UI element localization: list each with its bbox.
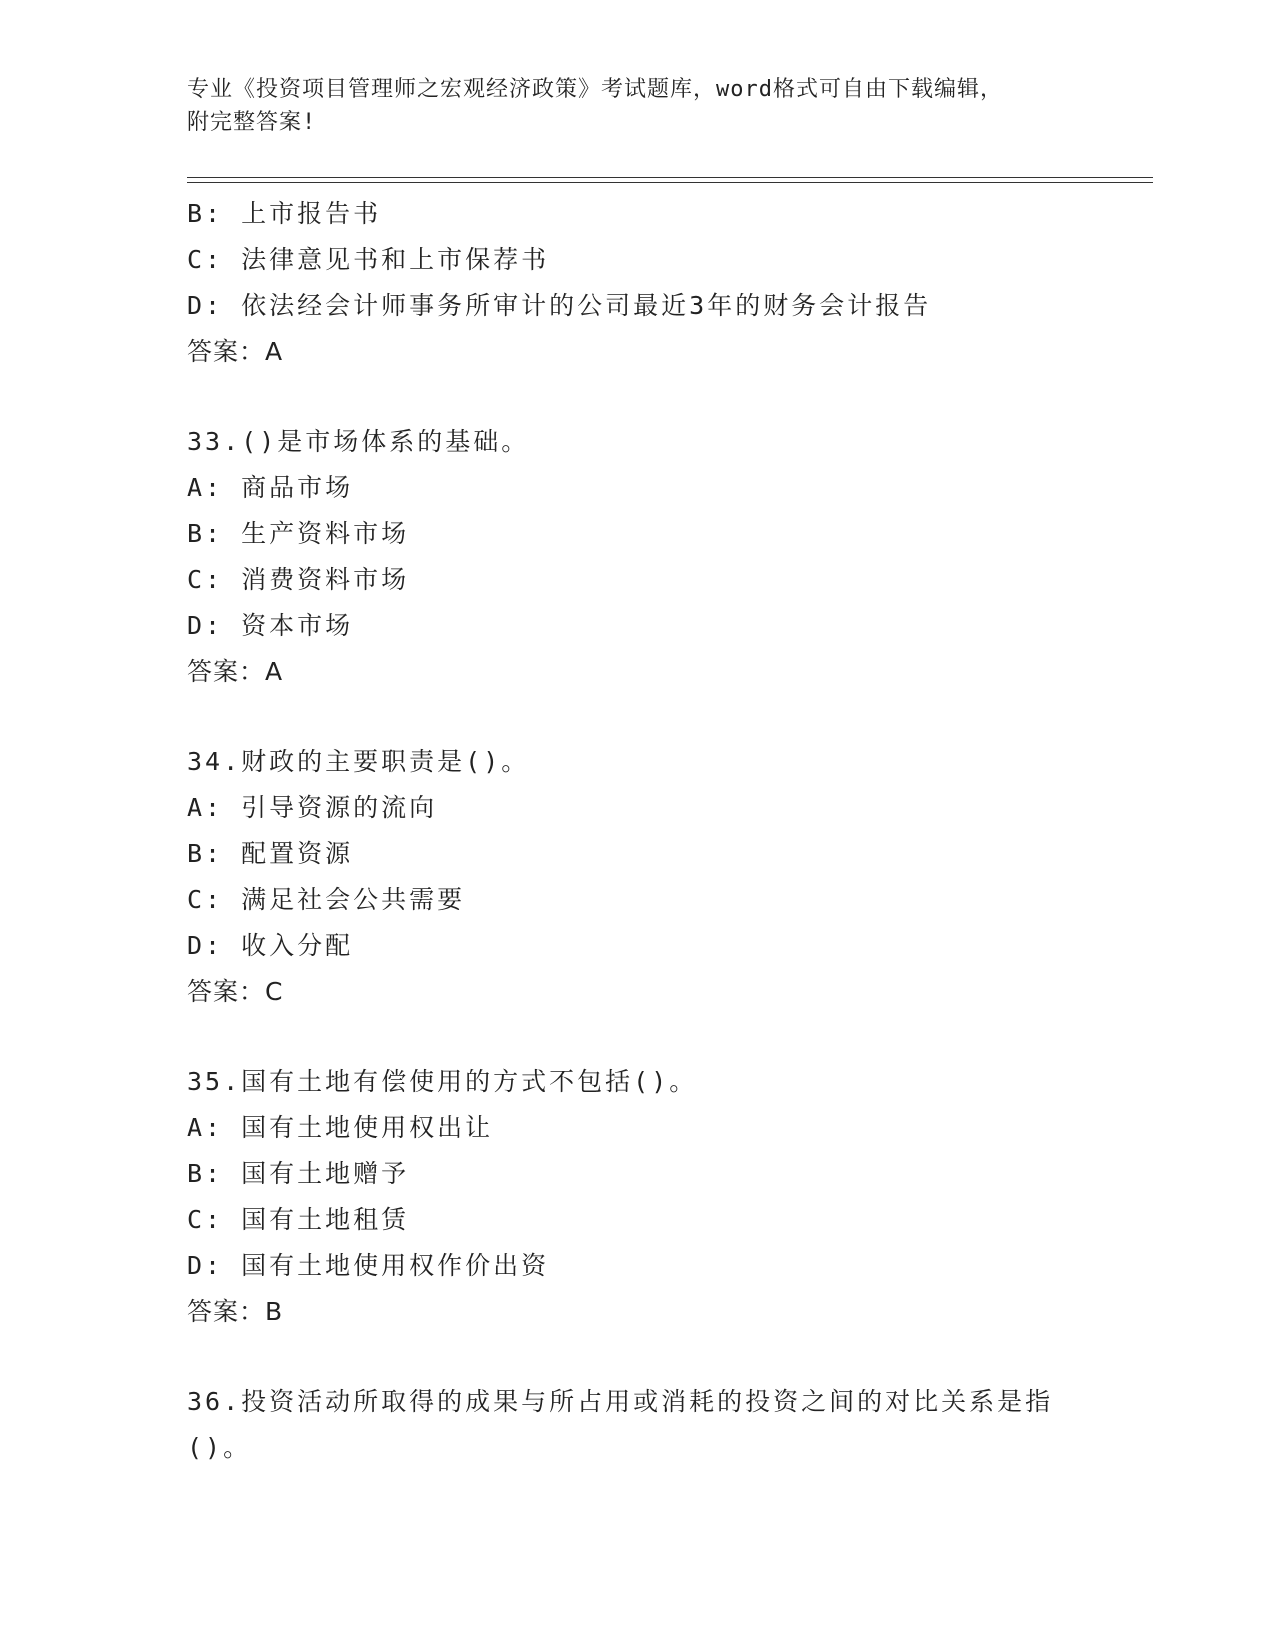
answer: 答案：B — [187, 1297, 284, 1326]
question-list — [187, 191, 1087, 1471]
option-a: A: 商品市场 — [187, 473, 354, 502]
question-stem-line-1: 36.投资活动所取得的成果与所占用或消耗的投资之间的对比关系是指 — [187, 1387, 1054, 1416]
answer: 答案：C — [187, 977, 284, 1006]
question-stem: 34.财政的主要职责是()。 — [187, 747, 530, 776]
option-b: B: 国有土地赠予 — [187, 1159, 410, 1188]
spacer — [187, 695, 1087, 739]
question-33 — [187, 419, 1087, 695]
option-d: D: 资本市场 — [187, 611, 354, 640]
option-b: B: 配置资源 — [187, 839, 354, 868]
option-a: A: 国有土地使用权出让 — [187, 1113, 494, 1142]
header-rule-bottom — [187, 182, 1153, 183]
question-stem: 35.国有土地有偿使用的方式不包括()。 — [187, 1067, 698, 1096]
spacer — [187, 1335, 1087, 1379]
question-stem-line-2: ()。 — [187, 1433, 252, 1462]
answer: 答案：A — [187, 657, 284, 686]
option-b: B: 生产资料市场 — [187, 519, 410, 548]
spacer — [187, 1015, 1087, 1059]
question-32 — [187, 191, 1087, 375]
option-d: D: 依法经会计师事务所审计的公司最近3年的财务会计报告 — [187, 291, 932, 320]
option-c: C: 消费资料市场 — [187, 565, 410, 594]
question-stem: 33.()是市场体系的基础。 — [187, 427, 530, 456]
answer: 答案：A — [187, 337, 284, 366]
option-d: D: 收入分配 — [187, 931, 354, 960]
header-line-2: 附完整答案! — [187, 110, 317, 135]
option-c: C: 国有土地租赁 — [187, 1205, 410, 1234]
option-b: B: 上市报告书 — [187, 199, 382, 228]
header-rule-top — [187, 177, 1153, 178]
spacer — [187, 375, 1087, 419]
option-a: A: 引导资源的流向 — [187, 793, 438, 822]
option-c: C: 满足社会公共需要 — [187, 885, 466, 914]
option-c: C: 法律意见书和上市保荐书 — [187, 245, 550, 274]
question-34 — [187, 739, 1087, 1015]
question-35 — [187, 1059, 1087, 1335]
option-d: D: 国有土地使用权作价出资 — [187, 1251, 550, 1280]
question-36 — [187, 1379, 1087, 1471]
document-header — [187, 73, 1067, 139]
header-line-1: 专业《投资项目管理师之宏观经济政策》考试题库，word格式可自由下载编辑， — [187, 77, 1003, 102]
